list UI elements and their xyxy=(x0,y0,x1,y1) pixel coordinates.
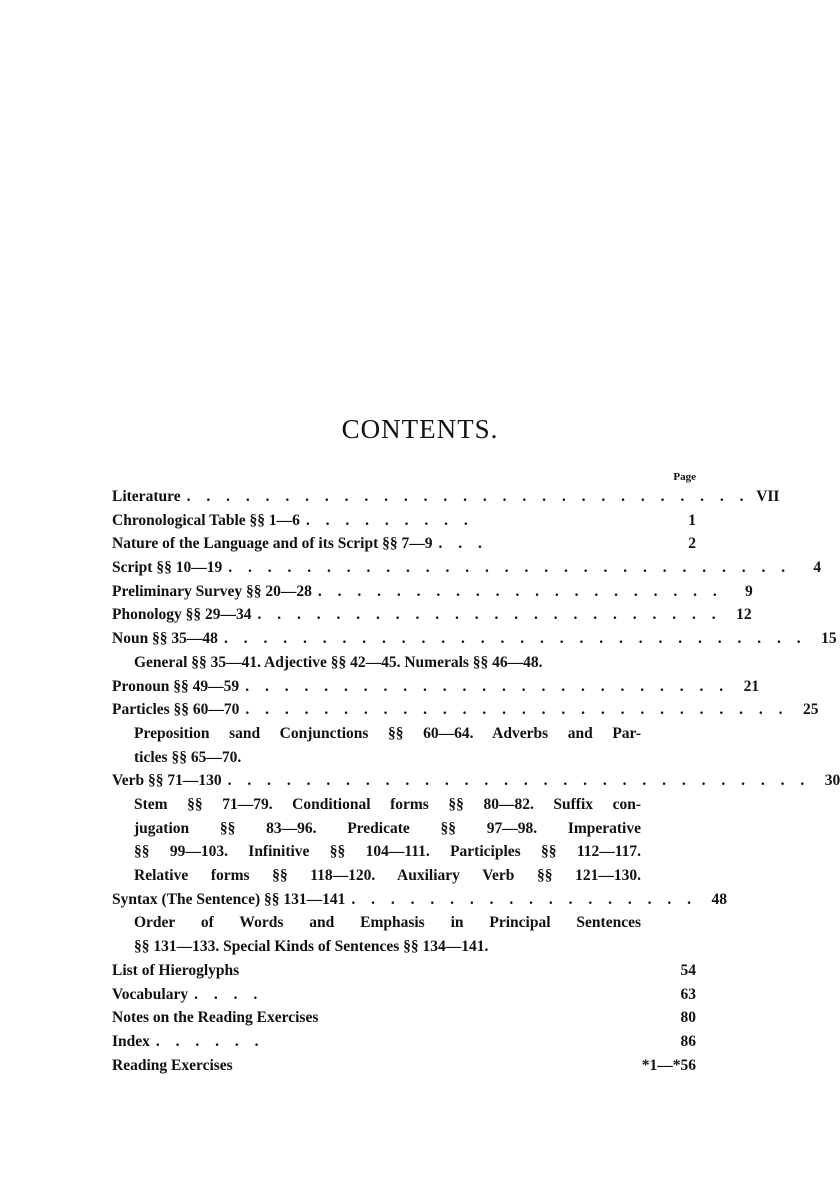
subentry-line: Stem §§ 71—79. Conditional forms §§ 80—82. Suffix con- xyxy=(134,795,641,813)
table-of-contents xyxy=(112,470,840,1077)
dot-leader: . . . . . . . . . xyxy=(305,511,474,529)
toc-entry-page: 2 xyxy=(688,535,696,553)
toc-entry-reading-exercises[interactable] xyxy=(112,1054,696,1078)
toc-entry-nature-of-language[interactable] xyxy=(112,532,696,556)
toc-entry-title: Syntax (The Sentence) §§ 131—141 xyxy=(112,890,346,908)
toc-entry-syntax[interactable] xyxy=(112,888,727,912)
toc-entry-notes-reading-exercises[interactable] xyxy=(112,1006,696,1030)
subentry-line: §§ 99—103. Infinitive §§ 104—111. Participles §§ 112—117. xyxy=(134,843,641,861)
toc-entry-literature[interactable] xyxy=(112,485,780,509)
dot-leader: . . . xyxy=(438,535,488,553)
toc-entry-verb[interactable] xyxy=(112,769,840,793)
toc-entry-script[interactable] xyxy=(112,556,822,580)
toc-entry-page: 25 xyxy=(803,701,819,719)
toc-entry-particles[interactable] xyxy=(112,698,819,722)
toc-entry-noun[interactable] xyxy=(112,627,837,651)
toc-entry-page: 48 xyxy=(711,890,727,908)
toc-entry-pronoun[interactable] xyxy=(112,675,760,699)
toc-entry-page: 21 xyxy=(743,677,760,695)
subentry-line: General §§ 35—41. Adjective §§ 42—45. Numerals §§ 46—48. xyxy=(134,653,543,671)
toc-entry-page: 30 xyxy=(824,772,840,790)
toc-entry-title: Verb §§ 71—130 xyxy=(112,772,222,790)
dot-leader: . . . . . . . . . . . . . . . . . . . . . xyxy=(317,582,723,600)
toc-entry-page: 9 xyxy=(745,582,753,600)
toc-entry-page: 4 xyxy=(813,559,822,577)
toc-entry-title: Phonology §§ 29—34 xyxy=(112,606,252,624)
toc-entry-phonology[interactable] xyxy=(112,603,752,627)
toc-entry-page: 80 xyxy=(680,1009,696,1027)
dot-leader: . . . . . . . . . . . . . . . . . . . . . . . . xyxy=(257,606,722,624)
toc-entry-page: *1—*56 xyxy=(641,1056,696,1074)
toc-entry-title: Vocabulary xyxy=(112,985,189,1003)
dot-leader: . . . . . . . . . . . . . . . . . . . . . . . . . . . . . . xyxy=(227,772,811,790)
dot-leader: . . . . . . . . . . . . . . . . . . . . . . . . . . . . . xyxy=(186,488,750,505)
toc-entry-title: Script §§ 10—19 xyxy=(112,559,223,577)
toc-entry-title: Reading Exercises xyxy=(112,1056,233,1074)
toc-entry-chronological-table[interactable] xyxy=(112,509,696,533)
toc-entry-title: Particles §§ 60—70 xyxy=(112,701,240,719)
subentry-line: Relative forms §§ 118—120. Auxiliary Verb §§ 121—130. xyxy=(134,867,641,885)
dot-leader: . . . . xyxy=(194,985,264,1003)
toc-entry-title: Notes on the Reading Exercises xyxy=(112,1009,319,1027)
toc-entry-page: VII xyxy=(756,488,780,505)
toc-entry-page: 54 xyxy=(680,961,696,979)
toc-entry-title: Noun §§ 35—48 xyxy=(112,630,218,648)
toc-entry-preliminary-survey[interactable] xyxy=(112,580,753,604)
toc-subentries-verb xyxy=(112,793,696,888)
toc-entry-list-of-hieroglyphs[interactable] xyxy=(112,959,696,983)
toc-entry-title: List of Hieroglyphs xyxy=(112,961,240,979)
page-title: CONTENTS. xyxy=(341,414,499,444)
toc-entry-page: 1 xyxy=(688,511,696,529)
toc-entry-title: Nature of the Language and of its Script §§ 7—9 xyxy=(112,535,433,553)
toc-entry-index[interactable] xyxy=(112,1030,696,1054)
subentry-line: §§ 131—133. Special Kinds of Sentences §§ 134—141. xyxy=(134,938,489,956)
dot-leader: . . . . . . . . . . . . . . . . . . . . . . . . . . . . xyxy=(245,701,789,719)
toc-entry-page: 12 xyxy=(736,606,752,624)
subentry-line: Order of Words and Emphasis in Principal Sentences xyxy=(134,914,641,932)
dot-leader: . . . . . . . . . . . . . . . . . . xyxy=(351,890,697,908)
toc-entry-title: Chronological Table §§ 1—6 xyxy=(112,511,300,529)
toc-subentries-noun xyxy=(112,651,696,675)
dot-leader: . . . . . . . . . . . . . . . . . . . . . . . . . . . . . . xyxy=(223,630,807,648)
page-column-label: Page xyxy=(673,471,696,483)
toc-entry-title: Preliminary Survey §§ 20—28 xyxy=(112,582,312,600)
toc-entry-title: Index xyxy=(112,1032,150,1050)
subentry-line: Preposition sand Conjunctions §§ 60—64. Adverbs and Par- xyxy=(134,724,641,742)
subentry-line: ticles §§ 65—70. xyxy=(134,748,242,766)
dot-leader: . . . . . . . . . . . . . . . . . . . . . . . . . . . . . xyxy=(228,559,792,577)
toc-entry-vocabulary[interactable] xyxy=(112,983,696,1007)
toc-entry-title: Pronoun §§ 49—59 xyxy=(112,677,240,695)
toc-entry-page: 86 xyxy=(680,1032,696,1050)
subentry-line: jugation §§ 83—96. Predicate §§ 97—98. Imperative xyxy=(134,819,641,837)
dot-leader: . . . . . . . . . . . . . . . . . . . . . . . . . xyxy=(245,677,730,695)
toc-subentries-particles xyxy=(112,722,696,769)
toc-entry-page: 15 xyxy=(821,630,837,648)
toc-entry-page: 63 xyxy=(680,985,696,1003)
dot-leader: . . . . . . xyxy=(155,1032,265,1050)
toc-subentries-syntax xyxy=(112,911,696,958)
toc-entry-title: Literature xyxy=(112,488,181,505)
